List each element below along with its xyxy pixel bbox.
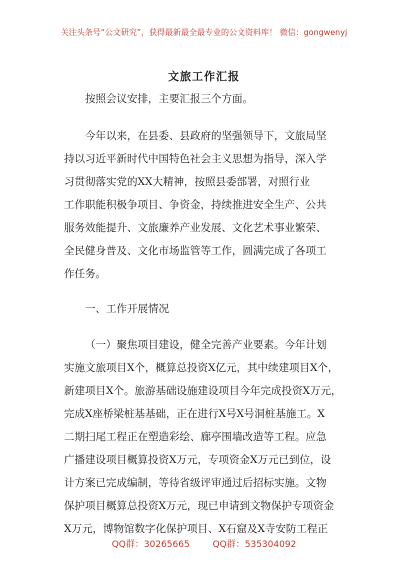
body-line: 服务效能提升、文旅廉养产业发展、文化艺术事业繁荣、	[64, 222, 327, 234]
body-line: X万元，博物馆数字化保护项目、X石窟及X寺安防工程正	[64, 523, 328, 535]
body-line: （一）聚焦项目建设，健全完善产业要素。今年计划	[85, 339, 327, 351]
body-line: 计方案已完成编制，等待省级评审通过后招标实施。文物	[64, 477, 327, 489]
section-heading: 一、工作开展情况	[85, 303, 169, 315]
body-line: 广播建设项目概算投资X万元，专项资金X万元已到位，设	[64, 454, 331, 466]
body-line: 新建项目X个。旅游基础设施建设项目今年完成投资X万元，	[64, 385, 342, 397]
footer-qq-group-2: QQ群：535304092	[212, 540, 297, 550]
body-line: 保护项目概算总投资X万元，现已申请到文物保护专项资金	[64, 500, 334, 512]
body-line: 作任务。	[64, 268, 106, 280]
body-line: 今年以来，在县委、县政府的坚强领导下，文旅局坚	[85, 130, 327, 142]
document-title: 文旅工作汇报	[168, 70, 240, 83]
body-line: 二期扫尾工程正在塑造彩绘、廊亭围墙改造等工程。应急	[64, 431, 327, 443]
footer-contact	[0, 537, 408, 550]
body-line: 全民健身普及、文化市场监管等工作，圆满完成了各项工	[64, 245, 327, 257]
body-line: 持以习近平新时代中国特色社会主义思想为指导，深入学	[64, 153, 327, 165]
body-line: 工作职能积极争项目、争资金，持续推进安全生产、公共	[64, 199, 327, 211]
body-line: 习贯彻落实党的XX大精神，按照县委部署，对照行业	[64, 176, 310, 188]
footer-qq-group-1: QQ群：30265665	[111, 540, 190, 550]
body-line: 按照会议安排，主要汇报三个方面。	[85, 93, 253, 105]
body-line: 实施文旅项目X个，概算总投资X亿元，其中续建项目X个，	[64, 362, 339, 374]
header-promo-note: 关注头条号“公文研究”，获得最新最全最专业的公文资料库！ 微信：gongwenyj	[60, 28, 348, 37]
body-line: 完成X座桥梁桩基基础，正在进行X号X号洞桩基施工。X	[64, 408, 325, 420]
